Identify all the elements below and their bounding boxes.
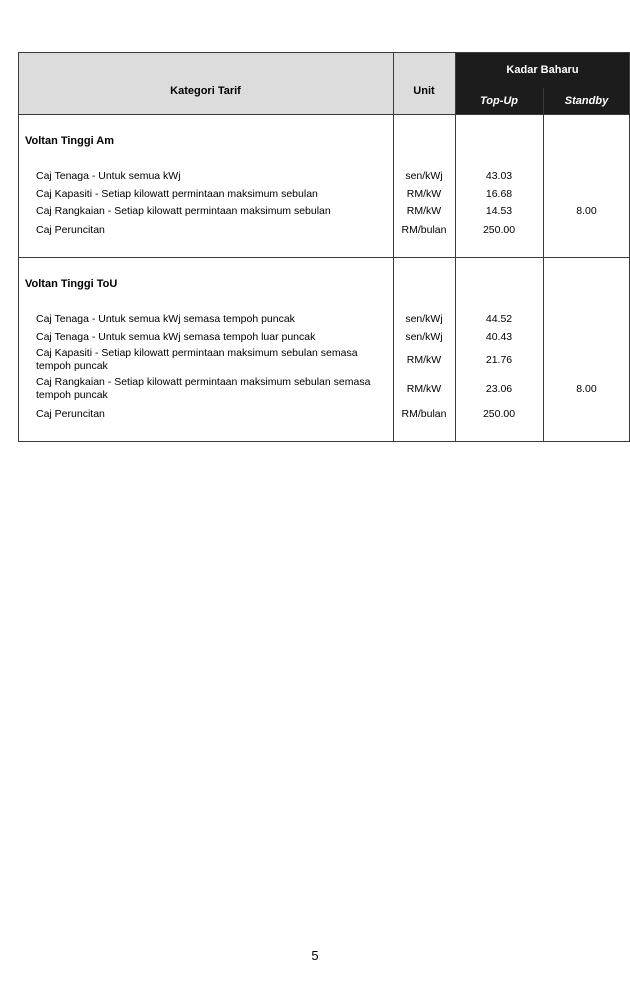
row-topup-value: 44.52 xyxy=(485,313,513,325)
row-topup-value: 21.76 xyxy=(485,354,513,366)
row-unit: RM/kW xyxy=(406,354,442,366)
row-label: Caj Tenaga - Untuk semua kWj xyxy=(36,170,181,182)
row-topup-value: 23.06 xyxy=(485,383,513,395)
row-unit: sen/kWj xyxy=(405,170,443,182)
row-unit: RM/kW xyxy=(406,205,442,217)
header-kategori-label: Kategori Tarif xyxy=(170,85,241,97)
row-label: Caj Rangkaian - Setiap kilowatt permintaan maksimum sebulan semasa tempoh puncak xyxy=(36,376,371,401)
row-label: Caj Tenaga - Untuk semua kWj semasa tempoh puncak xyxy=(36,313,295,325)
row-unit: RM/bulan xyxy=(401,408,447,420)
row-label: Caj Kapasiti - Setiap kilowatt permintaan maksimum sebulan semasa tempoh puncak xyxy=(36,347,358,372)
header-kategori-tarif xyxy=(18,52,393,130)
page-number: 5 xyxy=(311,948,319,963)
header-unit-label: Unit xyxy=(413,85,435,97)
section-title: Voltan Tinggi ToU xyxy=(25,278,118,290)
row-topup-value: 16.68 xyxy=(485,188,513,200)
header-topup: Top-Up xyxy=(455,88,543,114)
row-topup-value: 40.43 xyxy=(485,331,513,343)
row-unit: RM/kW xyxy=(406,383,442,395)
row-topup-value: 250.00 xyxy=(482,408,516,420)
header-standby: Standby xyxy=(543,88,630,114)
section-title: Voltan Tinggi Am xyxy=(25,135,115,147)
row-label: Caj Rangkaian - Setiap kilowatt permintaan maksimum sebulan xyxy=(36,205,331,217)
row-unit: RM/kW xyxy=(406,188,442,200)
row-topup-value: 14.53 xyxy=(485,205,513,217)
row-unit: sen/kWj xyxy=(405,331,443,343)
section-standby-value: 8.00 xyxy=(576,383,597,395)
row-unit: RM/bulan xyxy=(401,224,447,236)
row-label: Caj Kapasiti - Setiap kilowatt permintaan maksimum sebulan xyxy=(36,188,318,200)
row-unit: sen/kWj xyxy=(405,313,443,325)
row-topup-value: 250.00 xyxy=(482,224,516,236)
header-kadar-baharu: Kadar Baharu xyxy=(455,52,630,88)
row-topup-value: 43.03 xyxy=(485,170,513,182)
row-label: Caj Tenaga - Untuk semua kWj semasa tempoh luar puncak xyxy=(36,331,316,343)
section-standby-value: 8.00 xyxy=(576,205,597,217)
tariff-table xyxy=(18,52,630,441)
row-label: Caj Peruncitan xyxy=(36,224,105,236)
row-label: Caj Peruncitan xyxy=(36,408,105,420)
header-unit xyxy=(393,52,455,114)
